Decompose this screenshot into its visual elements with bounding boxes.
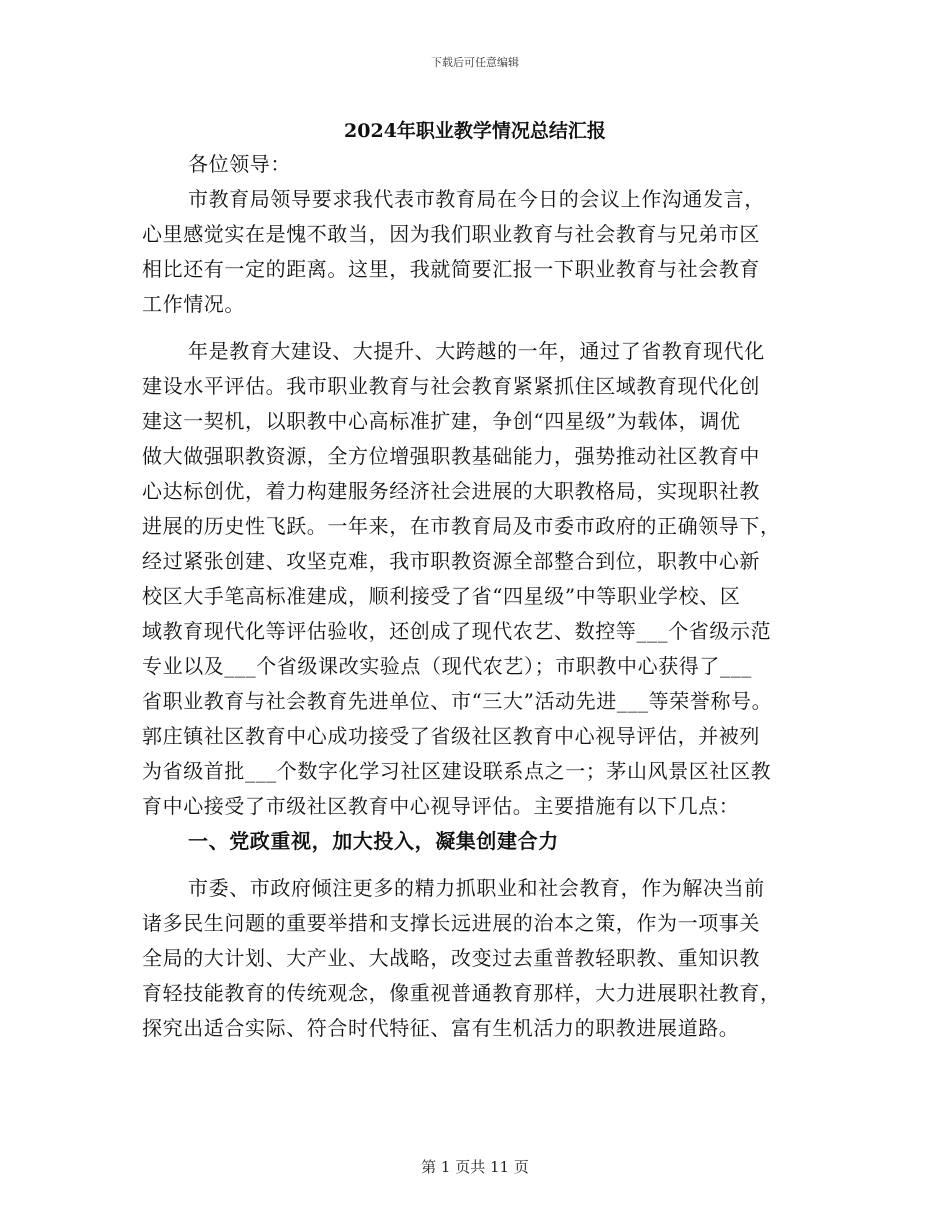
- page-header-note: 下载后可任意编辑: [431, 56, 519, 69]
- paragraph-line: 全局的大计划、大产业、大战略，改变过去重普教轻职教、重知识教: [142, 946, 760, 970]
- paragraph-line: 郭庄镇社区教育中心成功接受了省级社区教育中心视导评估，并被列: [142, 724, 760, 748]
- paragraph-line: 心里感觉实在是愧不敢当，因为我们职业教育与社会教育与兄弟市区: [142, 222, 760, 246]
- paragraph-line: 相比还有一定的距离。这里，我就简要汇报一下职业教育与社会教育: [142, 257, 760, 281]
- document-title: 2024年职业教学情况总结汇报: [344, 120, 606, 142]
- page-number: 第 1 页共 11 页: [421, 1158, 529, 1176]
- paragraph-line: 域教育现代化等评估验收，还创成了现代农艺、数控等___个省级示范: [142, 619, 772, 643]
- paragraph-line: 探究出适合实际、符合时代特征、富有生机活力的职教进展道路。: [142, 1016, 740, 1040]
- paragraph-line: 市委、市政府倾注更多的精力抓职业和社会教育，作为解决当前: [188, 876, 765, 900]
- salutation-line: 各位领导：: [188, 152, 291, 176]
- paragraph-line: 专业以及___个省级课改实验点（现代农艺）；市职教中心获得了___: [142, 654, 752, 678]
- paragraph-line: 建设水平评估。我市职业教育与社会教育紧紧抓住区域教育现代化创: [142, 374, 760, 398]
- paragraph-line: 省职业教育与社会教育先进单位、市“三大”活动先进___等荣誉称号。: [142, 689, 773, 713]
- paragraph-line: 校区大手笔高标准建成，顺利接受了省“四星级”中等职业学校、区: [142, 584, 741, 608]
- paragraph-line: 经过紧张创建、攻坚克难，我市职教资源全部整合到位，职教中心新: [142, 549, 760, 573]
- section-heading: 一、党政重视，加大投入，凝集创建合力: [188, 829, 559, 853]
- paragraph-line: 进展的历史性飞跃。一年来，在市教育局及市委市政府的正确领导下，: [142, 514, 781, 538]
- paragraph-line: 市教育局领导要求我代表市教育局在今日的会议上作沟通发言，: [188, 187, 765, 211]
- paragraph-line: 建这一契机，以职教中心高标准扩建，争创“四星级”为载体，调优: [142, 409, 741, 433]
- paragraph-line: 育中心接受了市级社区教育中心视导评估。主要措施有以下几点：: [142, 794, 740, 818]
- paragraph-line: 工作情况。: [142, 292, 245, 316]
- paragraph-line: 为省级首批___个数字化学习社区建设联系点之一；茅山风景区社区教: [142, 759, 772, 783]
- paragraph-line: 心达标创优，着力构建服务经济社会进展的大职教格局，实现职社教: [142, 479, 760, 503]
- paragraph-line: 育轻技能教育的传统观念，像重视普通教育那样，大力进展职社教育，: [142, 981, 781, 1005]
- paragraph-line: 做大做强职教资源，全方位增强职教基础能力，强势推动社区教育中: [142, 444, 760, 468]
- paragraph-line: 诸多民生问题的重要举措和支撑长远进展的治本之策，作为一项事关: [142, 911, 760, 935]
- paragraph-line: 年是教育大建设、大提升、大跨越的一年，通过了省教育现代化: [188, 339, 765, 363]
